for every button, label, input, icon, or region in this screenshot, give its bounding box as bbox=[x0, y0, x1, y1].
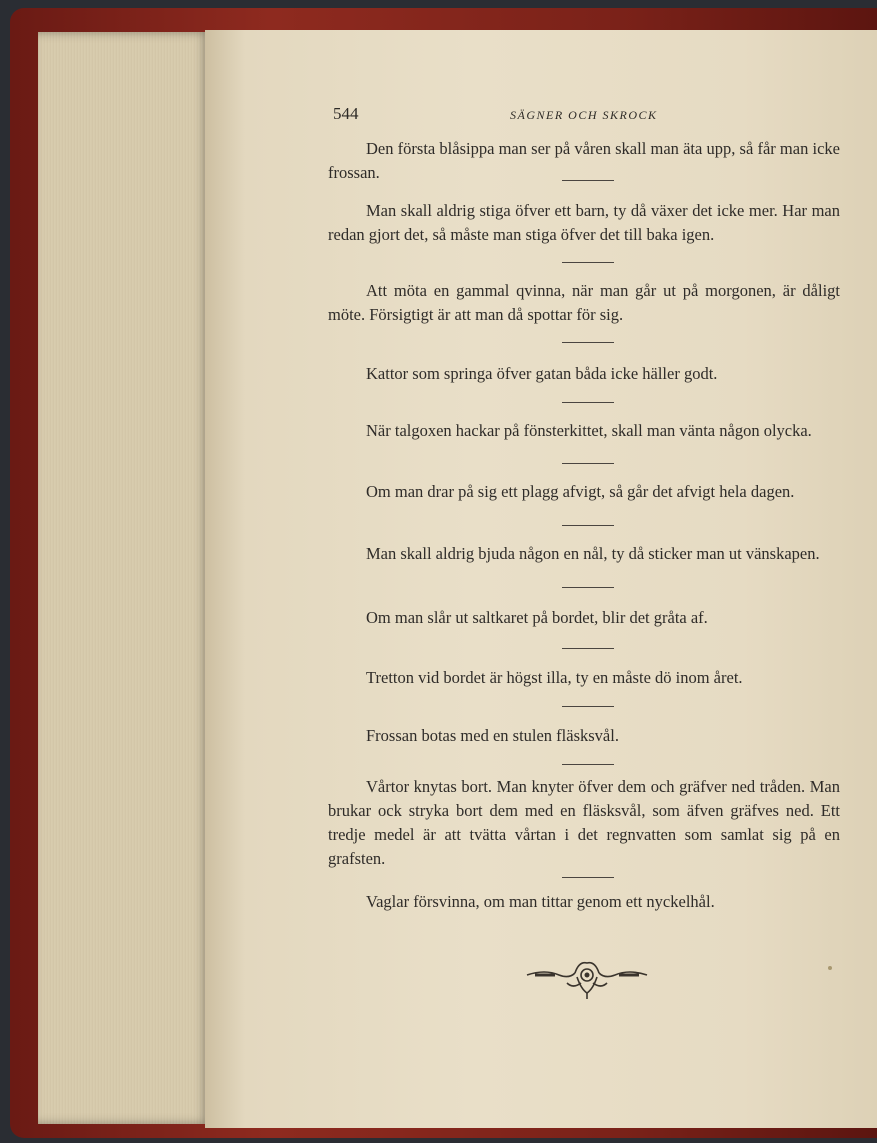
separator-rule bbox=[562, 587, 614, 588]
paragraph-3: Att möta en gammal qvinna, när man går ut på morgonen, är dåligt möte. Försigtigt är att man då spottar för sig. bbox=[328, 281, 840, 324]
paragraph-11: Vårtor knytas bort. Man knyter öfver dem och gräfver ned tråden. Man brukar ock stryka bort dem med en fläsksvål, som äfven gräfves ned. Ett tredje medel är att tvätta vårtan i det regnvatten som samlat sig på en grafsten. bbox=[328, 777, 840, 868]
separator-rule bbox=[562, 877, 614, 878]
separator-rule bbox=[562, 180, 614, 181]
page-number: 544 bbox=[333, 104, 359, 123]
separator-rule bbox=[562, 402, 614, 403]
paragraph-2: Man skall aldrig stiga öfver ett barn, ty då växer det icke mer. Har man redan gjort det, så måste man stiga öfver det till baka igen. bbox=[328, 201, 840, 244]
paragraph-5: När talgoxen hackar på fönsterkittet, skall man vänta någon olycka. bbox=[366, 421, 812, 440]
page-speck bbox=[828, 966, 832, 970]
running-title: SÄGNER OCH SKROCK bbox=[510, 108, 658, 122]
paragraph-1: Den första blåsippa man ser på våren skall man äta upp, så får man icke frossan. bbox=[328, 139, 840, 182]
separator-rule bbox=[562, 648, 614, 649]
separator-rule bbox=[562, 764, 614, 765]
fleuron-ornament-icon bbox=[525, 955, 649, 1003]
paragraph-10: Frossan botas med en stulen fläsksvål. bbox=[366, 726, 619, 745]
paragraph-6: Om man drar på sig ett plagg afvigt, så går det afvigt hela dagen. bbox=[366, 482, 795, 501]
page-edges bbox=[38, 32, 210, 1124]
paragraph-9: Tretton vid bordet är högst illa, ty en måste dö inom året. bbox=[366, 668, 743, 687]
paragraph-8: Om man slår ut saltkaret på bordet, blir det gråta af. bbox=[366, 608, 708, 627]
paragraph-4: Kattor som springa öfver gatan båda icke häller godt. bbox=[366, 364, 718, 383]
separator-rule bbox=[562, 463, 614, 464]
separator-rule bbox=[562, 342, 614, 343]
paragraph-12: Vaglar försvinna, om man tittar genom ett nyckelhål. bbox=[366, 892, 715, 911]
paragraph-7: Man skall aldrig bjuda någon en nål, ty då sticker man ut vänskapen. bbox=[366, 544, 820, 563]
separator-rule bbox=[562, 706, 614, 707]
separator-rule bbox=[562, 262, 614, 263]
separator-rule bbox=[562, 525, 614, 526]
